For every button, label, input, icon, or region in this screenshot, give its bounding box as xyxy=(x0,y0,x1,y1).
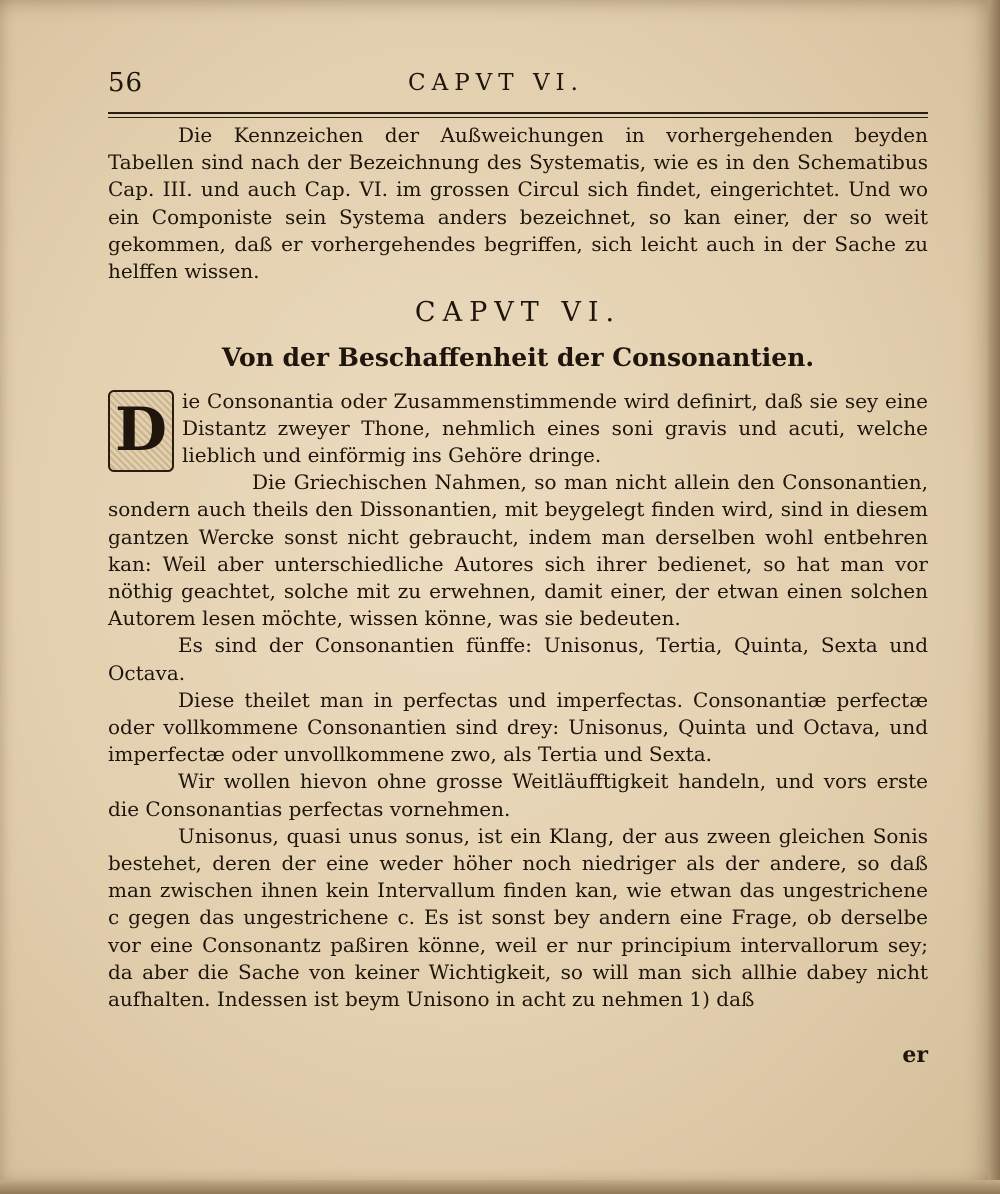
running-head: CAPVT VI. xyxy=(408,70,584,96)
page-edge-right xyxy=(988,0,1000,1194)
chapter-title: CAPVT VI. xyxy=(414,297,622,329)
header-rule xyxy=(108,112,928,118)
decorated-initial xyxy=(108,390,174,472)
paragraph-unisonus: Unisonus, quasi unus sonus, ist ein Klang, der aus zween gleichen Sonis bestehet, deren der eine weder höher noch niedriger als der andere, so daß man zwischen ihnen kein Intervallum finden kan, wie etwan das ungestrichene c gegen das ungestrichene c. Es ist sonst bey andern eine Frage, ob derselbe vor eine Consonantz paßiren könne, weil er nur principium intervallorum sey; da aber die Sache von keiner Wichtigkeit, so will man sich allhie dabey nicht aufhalten. Indessen ist beym Unisono in acht zu nehmen 1) daß xyxy=(108,823,928,1012)
paragraph-definition xyxy=(108,388,928,470)
paragraph-greek-names: Die Griechischen Nahmen, so man nicht allein den Consonantien, sondern auch theils den Dissonantien, mit beygelegt finden wird, sind in diesem gantzen Wercke sonst nicht gebraucht, indem man derselben wohl entbehren kan: Weil aber unterschiedliche Autores sich ihrer bedienet, so hat man vor nöthig geachtet, solche mit zu erwehnen, damit einer, der etwan einen solchen Autorem lesen möchte, wissen könne, was sie bedeuten. xyxy=(108,470,928,631)
decorated-initial-letter: D xyxy=(114,394,168,465)
paragraph-intro: Die Kennzeichen der Außweichungen in vorhergehenden beyden Tabellen sind nach der Bezeichnung des Systematis, wie es in den Schematibus Cap. III. und auch Cap. VI. im grossen Circul sich findet, eingerichtet. Und wo ein Componiste sein Systema anders bezeichnet, so kan einer, der so weit gekommen, daß er vorhergehendes begriffen, sich leicht auch in der Sache zu helffen wissen. xyxy=(108,123,928,284)
paragraph-perfect-first: Wir wollen hievon ohne grosse Weitläufftigkeit handeln, und vors erste die Consonantias perfectas vornehmen. xyxy=(108,769,928,821)
paragraph-five-consonances: Es sind der Consonantien fünffe: Unisonus, Tertia, Quinta, Sexta und Octava. xyxy=(108,633,928,685)
body-text xyxy=(108,122,928,1013)
paragraph-definition-text: ie Consonantia oder Zusammenstimmende wird definirt, daß sie sey eine Distantz zweyer Thone, nehmlich eines soni gravis und acuti, welche lieblich und einförmig ins Gehöre dringe. xyxy=(182,388,928,468)
chapter-subtitle: Von der Beschaffenheit der Consonantien. xyxy=(221,343,815,373)
catchword: er xyxy=(902,1042,928,1068)
page-edge-bottom xyxy=(0,1180,1000,1194)
paragraph-perfect-imperfect: Diese theilet man in perfectas und imperfectas. Consonantiæ perfectæ oder vollkommene Consonantien sind drey: Unisonus, Quinta und Octava, und imperfectæ oder unvollkommene zwo, als Tertia und Sexta. xyxy=(108,687,928,767)
page-header xyxy=(108,68,928,108)
page-number: 56 xyxy=(108,68,144,98)
